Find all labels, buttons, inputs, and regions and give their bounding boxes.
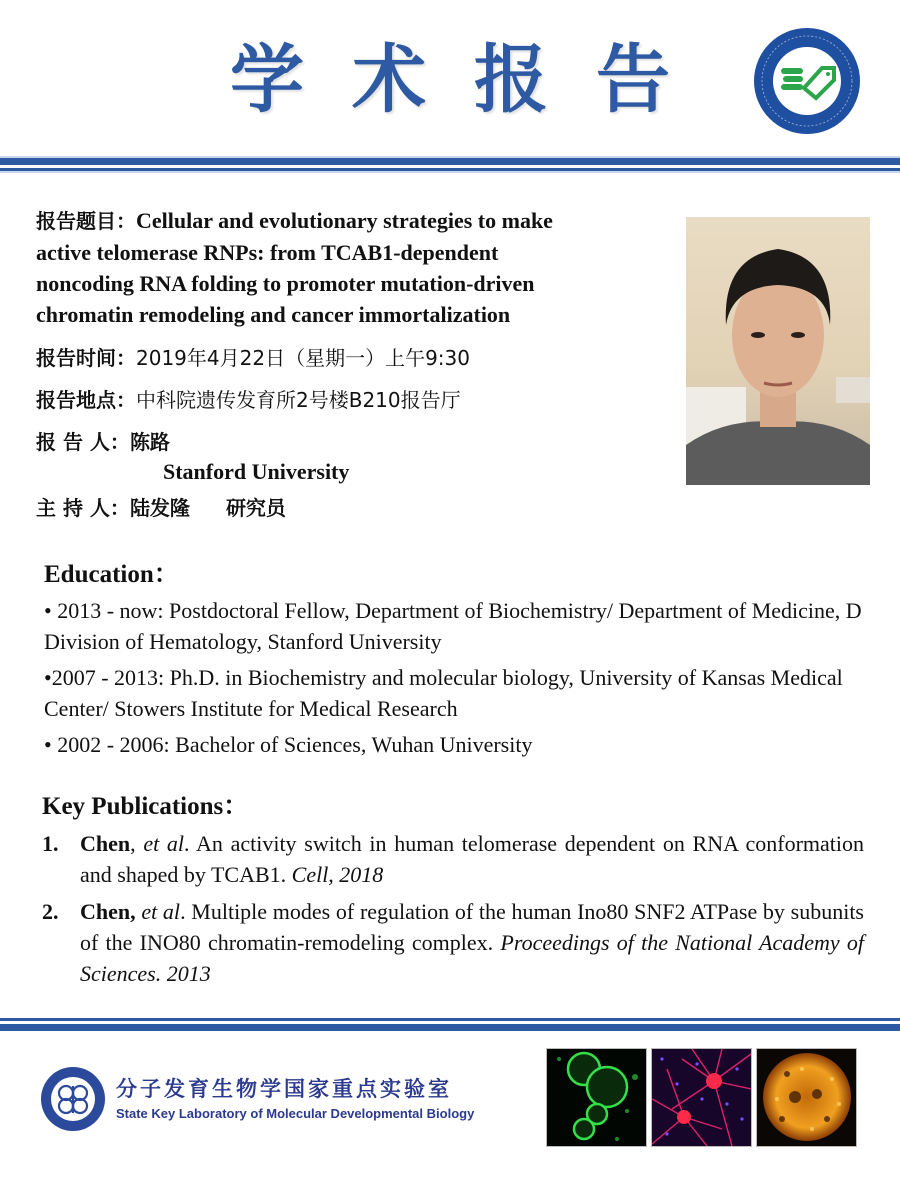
separator: ,: [130, 831, 144, 856]
publication-item: [42, 828, 864, 890]
institute-logo: [752, 26, 862, 136]
lab-name-en: State Key Laboratory of Molecular Developmental Biology: [116, 1106, 475, 1121]
publication-author: Chen,: [80, 899, 136, 924]
speaker-photo: [686, 217, 870, 485]
host-label: 主 持 人：: [36, 496, 130, 520]
education-item: • 2013 - now: Postdoctoral Fellow, Department of Biochemistry/ Department of Medicine, D Division of Hematology, Stanford University: [44, 598, 862, 654]
talk-title: [36, 205, 676, 330]
title-char: 术: [352, 37, 426, 123]
lab-name-cn: 分子发育生物学国家重点实验室: [116, 1077, 452, 1101]
poster-title: [230, 30, 670, 130]
time-value: 2019年4月22日（星期一）上午9:30: [136, 346, 470, 370]
publications-heading: Key Publications：: [42, 793, 249, 820]
lab-name: [116, 1076, 474, 1123]
talk-time: [36, 342, 676, 374]
talk-place: [36, 384, 676, 416]
title-char: 告: [596, 37, 670, 123]
title-char: 报: [474, 37, 548, 123]
time-label: 报告时间：: [36, 346, 136, 370]
title-label: 报告题目：: [36, 209, 136, 233]
publication-text: . An activity switch in human telomerase dependent on RNA conformation and shaped by TCAB1.: [80, 831, 864, 887]
publication-journal: Cell, 2018: [291, 862, 384, 887]
publication-etal: et al: [141, 899, 181, 924]
host-name: 陆发隆: [129, 496, 190, 520]
title-line: active telomerase RNPs: from TCAB1-dependent: [36, 240, 499, 265]
talk-host: [36, 492, 676, 524]
microscopy-image-green-vesicles: [546, 1048, 647, 1147]
title-line: Cellular and evolutionary strategies to make: [136, 208, 553, 233]
talk-info: [36, 205, 676, 524]
place-value: 中科院遗传发育所2号楼B210报告厅: [136, 388, 461, 412]
publications-section: [42, 792, 864, 989]
publication-author: Chen: [80, 831, 131, 856]
title-line: chromatin remodeling and cancer immortalization: [36, 302, 511, 327]
title-line: noncoding RNA folding to promoter mutation-driven: [36, 271, 535, 296]
footer-divider: [0, 1018, 900, 1031]
education-item: •2007 - 2013: Ph.D. in Biochemistry and molecular biology, University of Kansas Medical Center/ Stowers Institute for Medical Research: [44, 665, 843, 721]
publication-number: 2.: [42, 899, 59, 924]
microscopy-image-orange-cell: [756, 1048, 857, 1147]
education-section: [44, 560, 864, 760]
microscopy-image-neuron-network: [651, 1048, 752, 1147]
publication-item: [42, 896, 864, 989]
speaker-name: 陈路: [129, 430, 170, 454]
talk-speaker: [36, 426, 676, 458]
speaker-label: 报 告 人：: [36, 430, 130, 454]
publication-etal: et al: [143, 831, 185, 856]
host-title: 研究员: [225, 496, 286, 520]
publication-journal: Proceedings of the National Academy of Sciences. 2013: [80, 930, 864, 986]
education-item: • 2002 - 2006: Bachelor of Sciences, Wuhan University: [44, 732, 533, 757]
title-char: 学: [230, 37, 304, 123]
publication-text: . Multiple modes of regulation of the human Ino80 SNF2 ATPase by subunits of the INO80 chromatin-remodeling complex.: [80, 899, 864, 955]
lab-logo: [40, 1066, 106, 1132]
header-divider: [0, 156, 900, 173]
place-label: 报告地点：: [36, 388, 136, 412]
publication-number: 1.: [42, 831, 59, 856]
education-heading: Education：: [44, 561, 179, 588]
speaker-affiliation: Stanford University: [163, 459, 350, 484]
